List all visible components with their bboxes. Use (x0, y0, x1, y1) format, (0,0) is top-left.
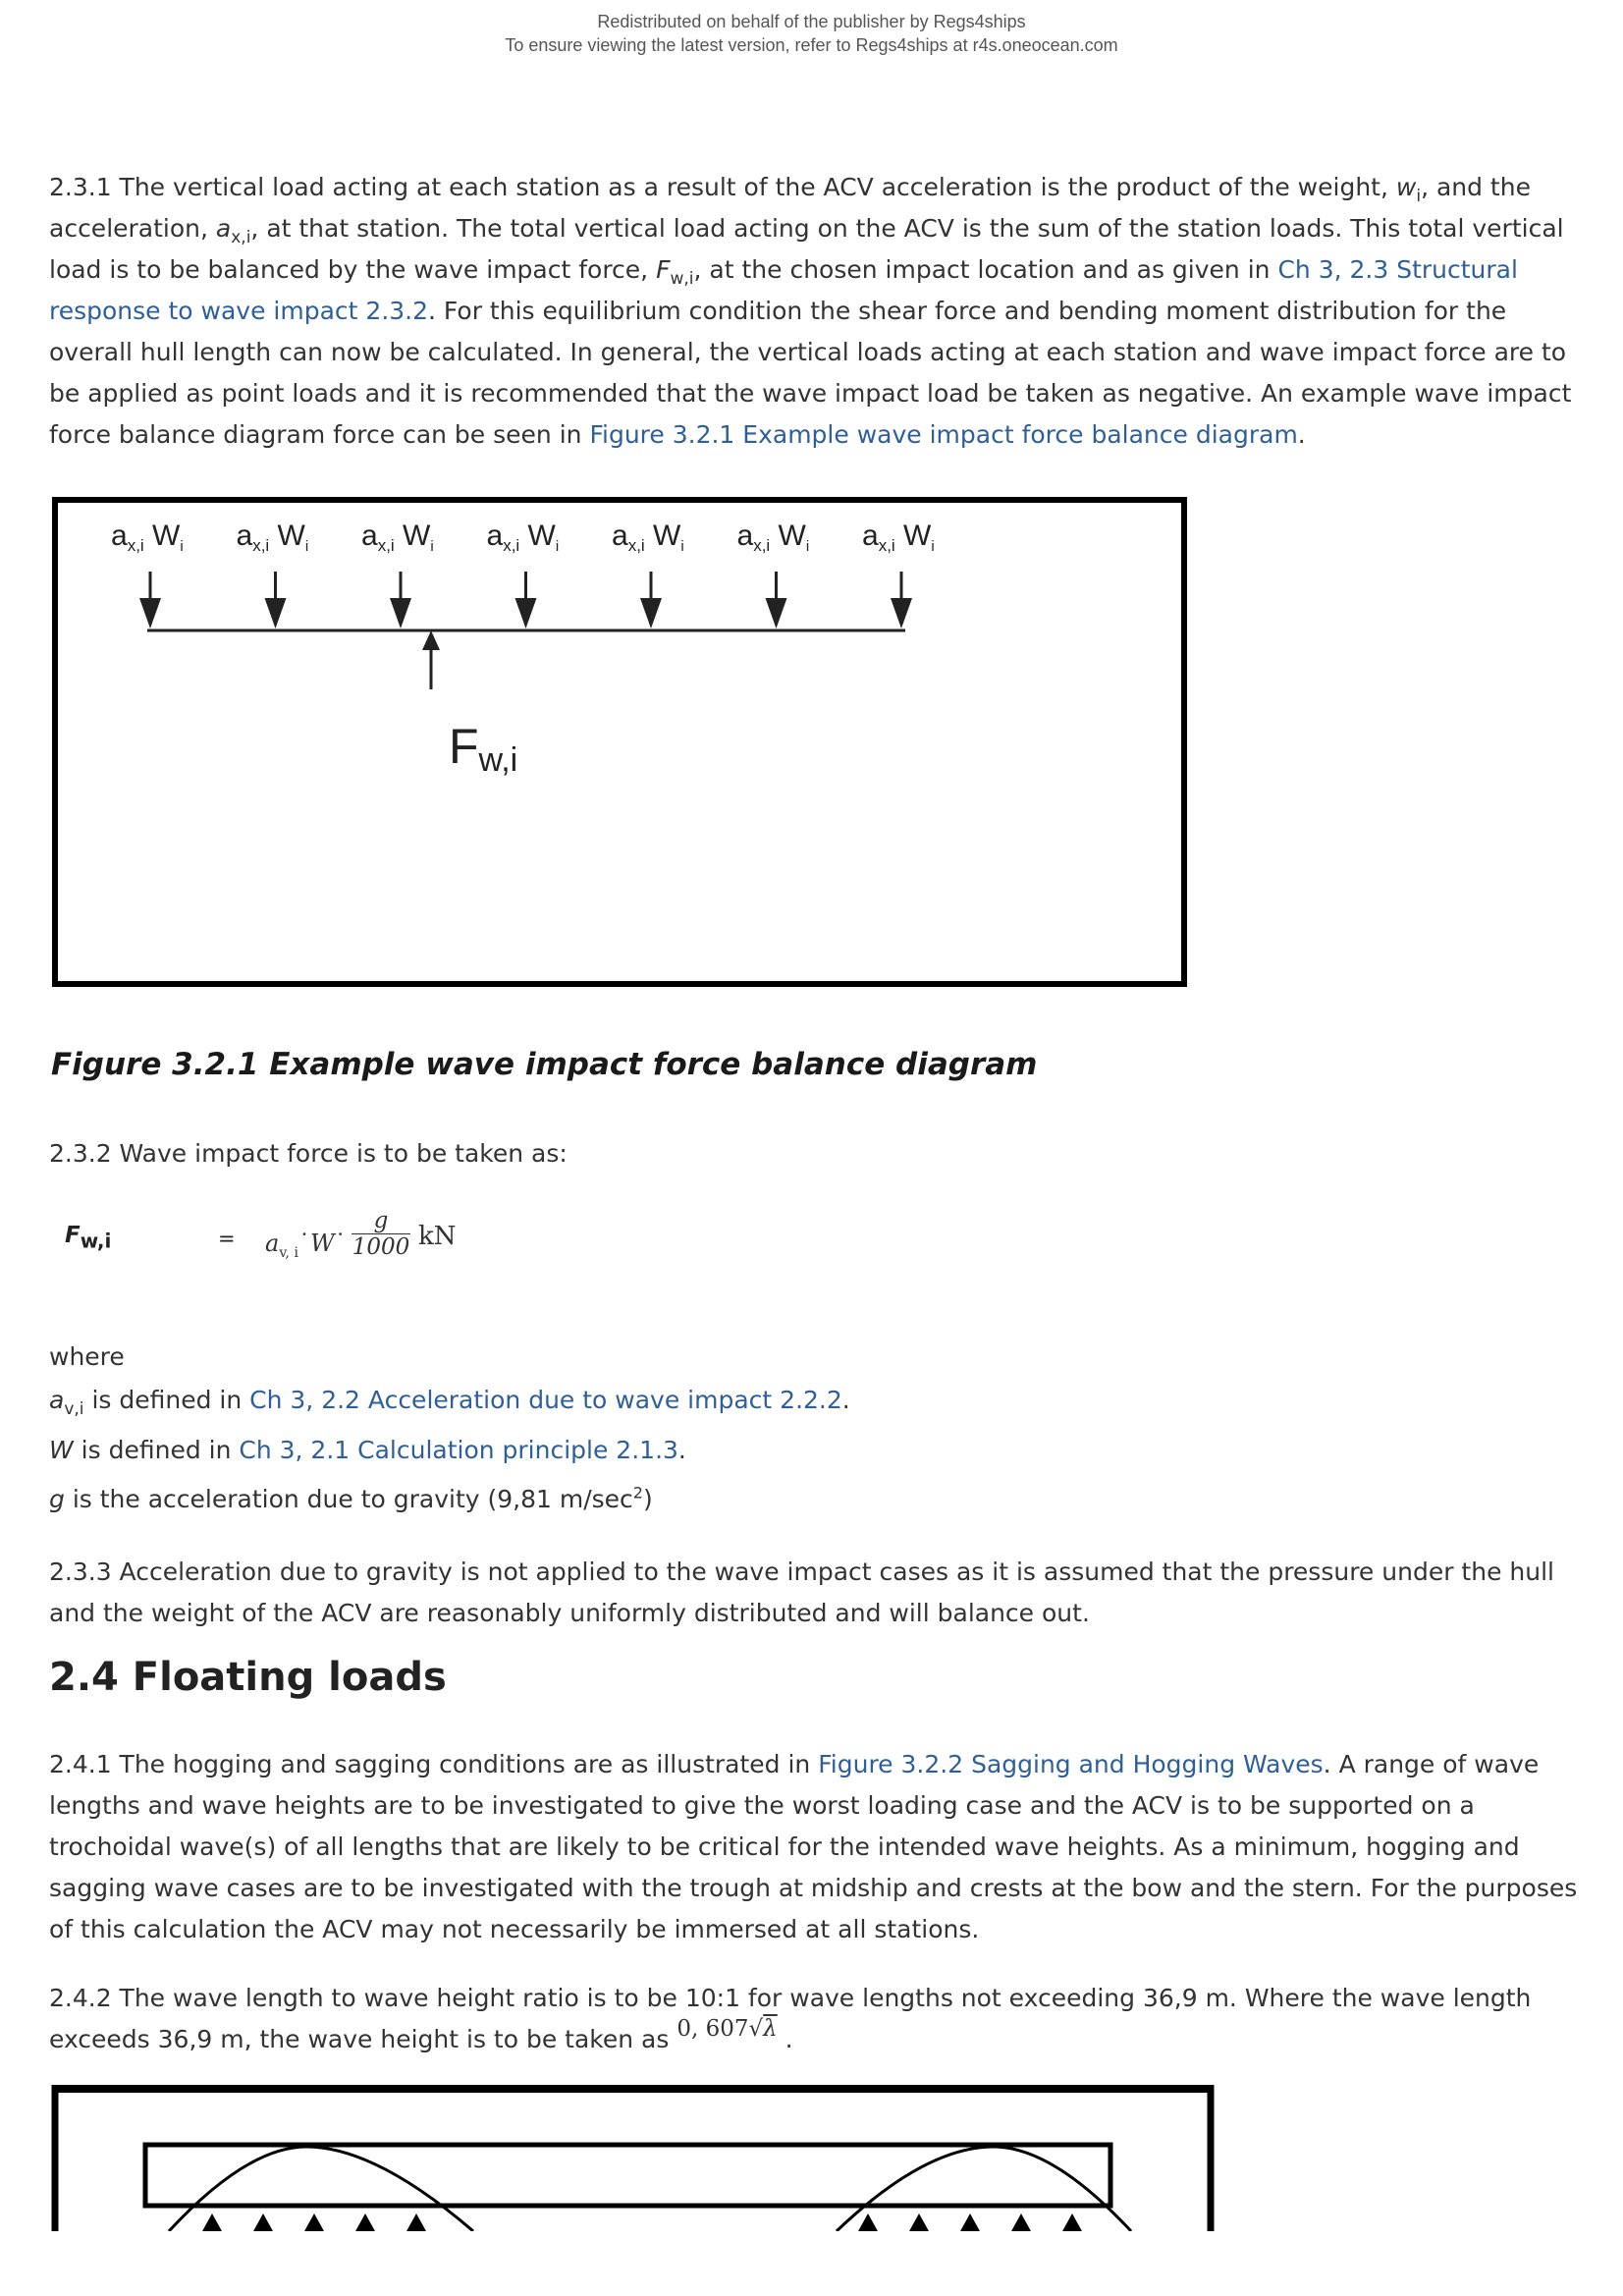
var-w-subscript: i (1416, 187, 1422, 206)
formula-unit: kN (418, 1222, 457, 1251)
load-label: $a_{x,i}$ $W_i$ (236, 519, 309, 555)
text: is the acceleration due to gravity (9,81 m/sec (64, 1485, 633, 1513)
var-a-subscript: x,i (231, 228, 251, 247)
formula-lhs-f: F (65, 1223, 81, 1248)
formula-numerator: g (373, 1208, 389, 1233)
wave-height-formula (676, 2016, 777, 2042)
section-heading-2-4: 2.4 Floating loads (49, 1655, 447, 1700)
text: . (841, 1386, 850, 1414)
load-label: $a_{x,i}$ $W_i$ (612, 519, 684, 555)
formula-w: W (309, 1230, 335, 1257)
link-structural-response[interactable]: Ch 3, 2.3 Structural response to wave impact 2.3.2 (49, 255, 1518, 325)
formula-coefficient: 0, 607 (676, 2016, 749, 2042)
text: . A range of wave lengths and wave heights are to be investigated to give the worst loading case and the ACV is to be supported on a trochoidal wave(s) of all lengths that are likely to be critical for the intended wave heights. As a minimum, hogging and sagging wave cases are to be investigated with the trough at midship and crests at the bow and the stern. For the purposes of this calculation the ACV may not necessarily be immersed at all stations. (49, 1750, 1578, 1943)
sagging-hogging-diagram (51, 2084, 1229, 2231)
text: . For this equilibrium condition the shear force and bending moment distribution for the overall hull length can now be calculated. In general, the vertical loads acting at each station and wave impact force are to be applied as point loads and it is recommended that the wave impact load be taken as negative. An example wave impact force balance diagram force can be seen in (49, 297, 1572, 449)
paragraph-2-3-1 (49, 167, 1591, 456)
formula-lhs-sub: w,i (80, 1229, 112, 1253)
load-label: $a_{x,i}$ $W_i$ (862, 519, 935, 555)
formula-lhs (65, 1223, 111, 1253)
figure-caption: Figure 3.2.1 Example wave impact force balance diagram (51, 1047, 1038, 1082)
banner-line-2: To ensure viewing the latest version, refer to Regs4ships at r4s.oneocean.com (505, 35, 1118, 55)
superscript: 2 (632, 1483, 643, 1503)
formula-dot: ˙ (334, 1230, 347, 1257)
hull-outline (145, 2145, 1110, 2206)
formula-dot: ˙ (298, 1230, 310, 1257)
var-f: F (656, 255, 671, 284)
load-label: $a_{x,i}$ $W_i$ (361, 519, 434, 555)
where-line-a (49, 1380, 1591, 1421)
link-acceleration-wave-impact[interactable]: Ch 3, 2.2 Acceleration due to wave impact 2.2.2 (249, 1386, 842, 1414)
paragraph-2-3-2: 2.3.2 Wave impact force is to be taken as: (49, 1139, 568, 1168)
var-w: W (49, 1436, 74, 1464)
text: . (677, 1436, 686, 1464)
text: 2.4.1 The hogging and sagging conditions are as illustrated in (49, 1750, 819, 1778)
text: 2.3.1 The vertical load acting at each station as a result of the ACV acceleration is the product of the weight, (49, 173, 1396, 201)
load-label: $a_{x,i}$ $W_i$ (736, 519, 810, 555)
formula-root: √ (748, 2016, 764, 2042)
text: , and the acceleration, (49, 173, 1531, 243)
link-figure-3-2-2[interactable]: Figure 3.2.2 Sagging and Hogging Waves (818, 1750, 1324, 1778)
paragraph-2-3-3: 2.3.3 Acceleration due to gravity is not applied to the wave impact cases as it is assumed that the pressure under the hull and the weight of the ACV are reasonably uniformly distributed and will balance out. (49, 1558, 1554, 1627)
where-line-w (49, 1430, 1591, 1471)
text: . (777, 2025, 793, 2053)
text: 2.4.2 The wave length to wave height ratio is to be 10:1 for wave lengths not exceeding 36,9 m. Where the wave length exceeds 36,9 m, the wave height is to be taken as (49, 1984, 1532, 2053)
impact-label-f: F (449, 719, 479, 774)
link-calculation-principle[interactable]: Ch 3, 2.1 Calculation principle 2.1.3 (239, 1436, 678, 1464)
text: , at that station. The total vertical load acting on the ACV is the sum of the station loads. This total vertical load is to be balanced by the wave impact force, (49, 214, 1564, 284)
var-g: g (49, 1485, 65, 1513)
formula-equals: = (218, 1227, 236, 1250)
formula-denominator: 1000 (352, 1234, 410, 1260)
where-label: where (49, 1342, 125, 1371)
text: is defined in (73, 1436, 240, 1464)
formula-lambda: λ (763, 2016, 778, 2042)
var-w: w (1395, 173, 1417, 201)
wave-crest-stern (837, 2147, 1131, 2231)
load-label: $a_{x,i}$ $W_i$ (486, 519, 560, 555)
var-a: a (215, 214, 232, 243)
where-line-g (49, 1479, 1591, 1520)
diagram-frame (55, 500, 1184, 984)
support-triangles (202, 2214, 1082, 2231)
paragraph-2-4-2 (49, 1978, 1591, 2061)
text: is defined in (83, 1386, 250, 1414)
impact-label-sub: w,i (478, 741, 518, 779)
formula-a-sub: v, i (279, 1244, 298, 1261)
text: . (1297, 420, 1306, 449)
var-a-subscript: v,i (64, 1399, 84, 1419)
var-f-subscript: w,i (670, 269, 694, 289)
text: ) (642, 1485, 653, 1513)
formula-a: a (265, 1230, 280, 1257)
paragraph-2-4-1 (49, 1744, 1591, 1950)
load-label: $a_{x,i}$ $W_i$ (111, 519, 184, 555)
banner-line-1: Redistributed on behalf of the publisher by Regs4ships (597, 12, 1026, 31)
force-balance-diagram (51, 496, 1190, 987)
var-a: a (49, 1386, 65, 1414)
text: , at the chosen impact location and as given in (693, 255, 1278, 284)
link-figure-3-2-1[interactable]: Figure 3.2.1 Example wave impact force balance diagram (589, 420, 1298, 449)
